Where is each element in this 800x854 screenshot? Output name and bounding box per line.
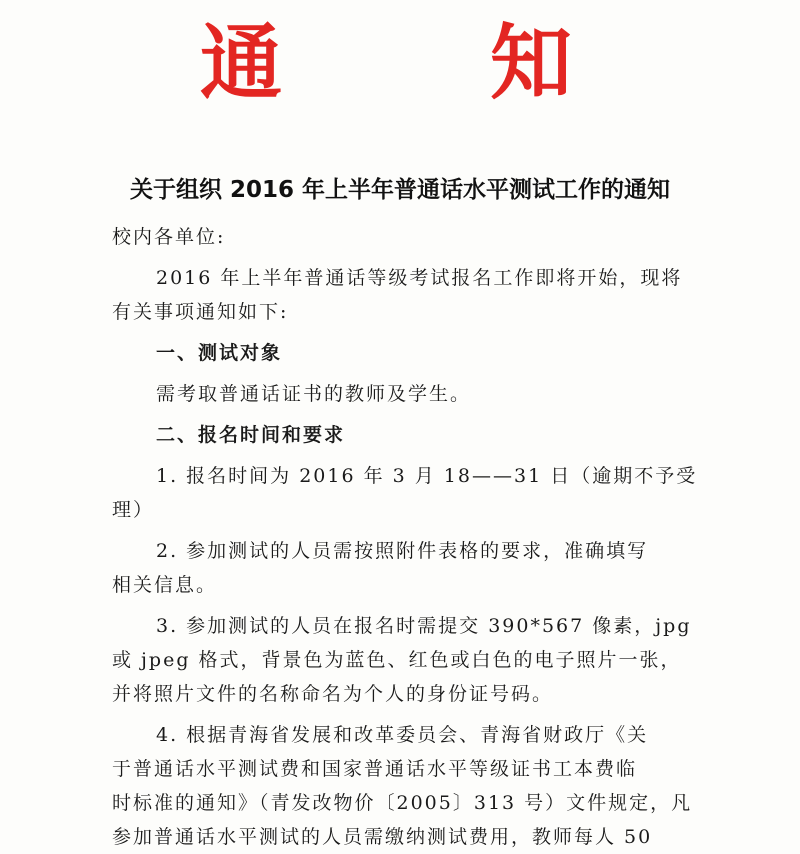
paragraph-intro [112,261,683,329]
paragraph-line: 于普通话水平测试费和国家普通话水平等级证书工本费临 [112,758,638,780]
header-char-1: 通 [200,16,283,111]
list-item-3 [112,609,692,711]
paragraph-line: 2. 参加测试的人员需按照附件表格的要求，准确填写 [156,540,649,562]
list-item-1 [112,459,698,527]
heading-line: 一、测试对象 [156,342,283,364]
paragraph-line: 2016 年上半年普通话等级考试报名工作即将开始，现将 [156,267,683,289]
document-title: 关于组织 2016 年上半年普通话水平测试工作的通知 [129,177,671,203]
paragraph-target [112,377,664,411]
paragraph-line: 4. 根据青海省发展和改革委员会、青海省财政厅《关 [156,724,649,746]
salutation: 校内各单位: [112,226,226,248]
paragraph-line: 3. 参加测试的人员在报名时需提交 390*567 像素，jpg [156,615,692,637]
list-item-2 [112,534,664,602]
paragraph-line: 需考取普通话证书的教师及学生。 [156,383,472,405]
header-char-2: 知 [490,16,573,111]
notice-header [0,14,800,124]
paragraph-line: 或 jpeg 格式，背景色为蓝色、红色或白色的电子照片一张， [112,649,682,671]
document-body [112,220,698,854]
paragraph-line: 参加普通话水平测试的人员需缴纳测试费用，教师每人 50 [112,826,653,848]
paragraph-line: 有关事项通知如下: [112,301,289,323]
paragraph-line: 相关信息。 [112,574,218,596]
heading-line: 二、报名时间和要求 [156,424,346,446]
paragraph-line: 理） [112,499,155,521]
section-heading-2 [112,418,664,452]
paragraph-line: 并将照片文件的名称命名为个人的身份证号码。 [112,683,554,705]
section-heading-1 [112,336,664,370]
list-item-4 [112,718,693,854]
paragraph-line: 1. 报名时间为 2016 年 3 月 18——31 日（逾期不予受 [156,465,698,487]
paragraph-line: 时标准的通知》（青发改物价〔2005〕313 号）文件规定，凡 [112,792,693,814]
